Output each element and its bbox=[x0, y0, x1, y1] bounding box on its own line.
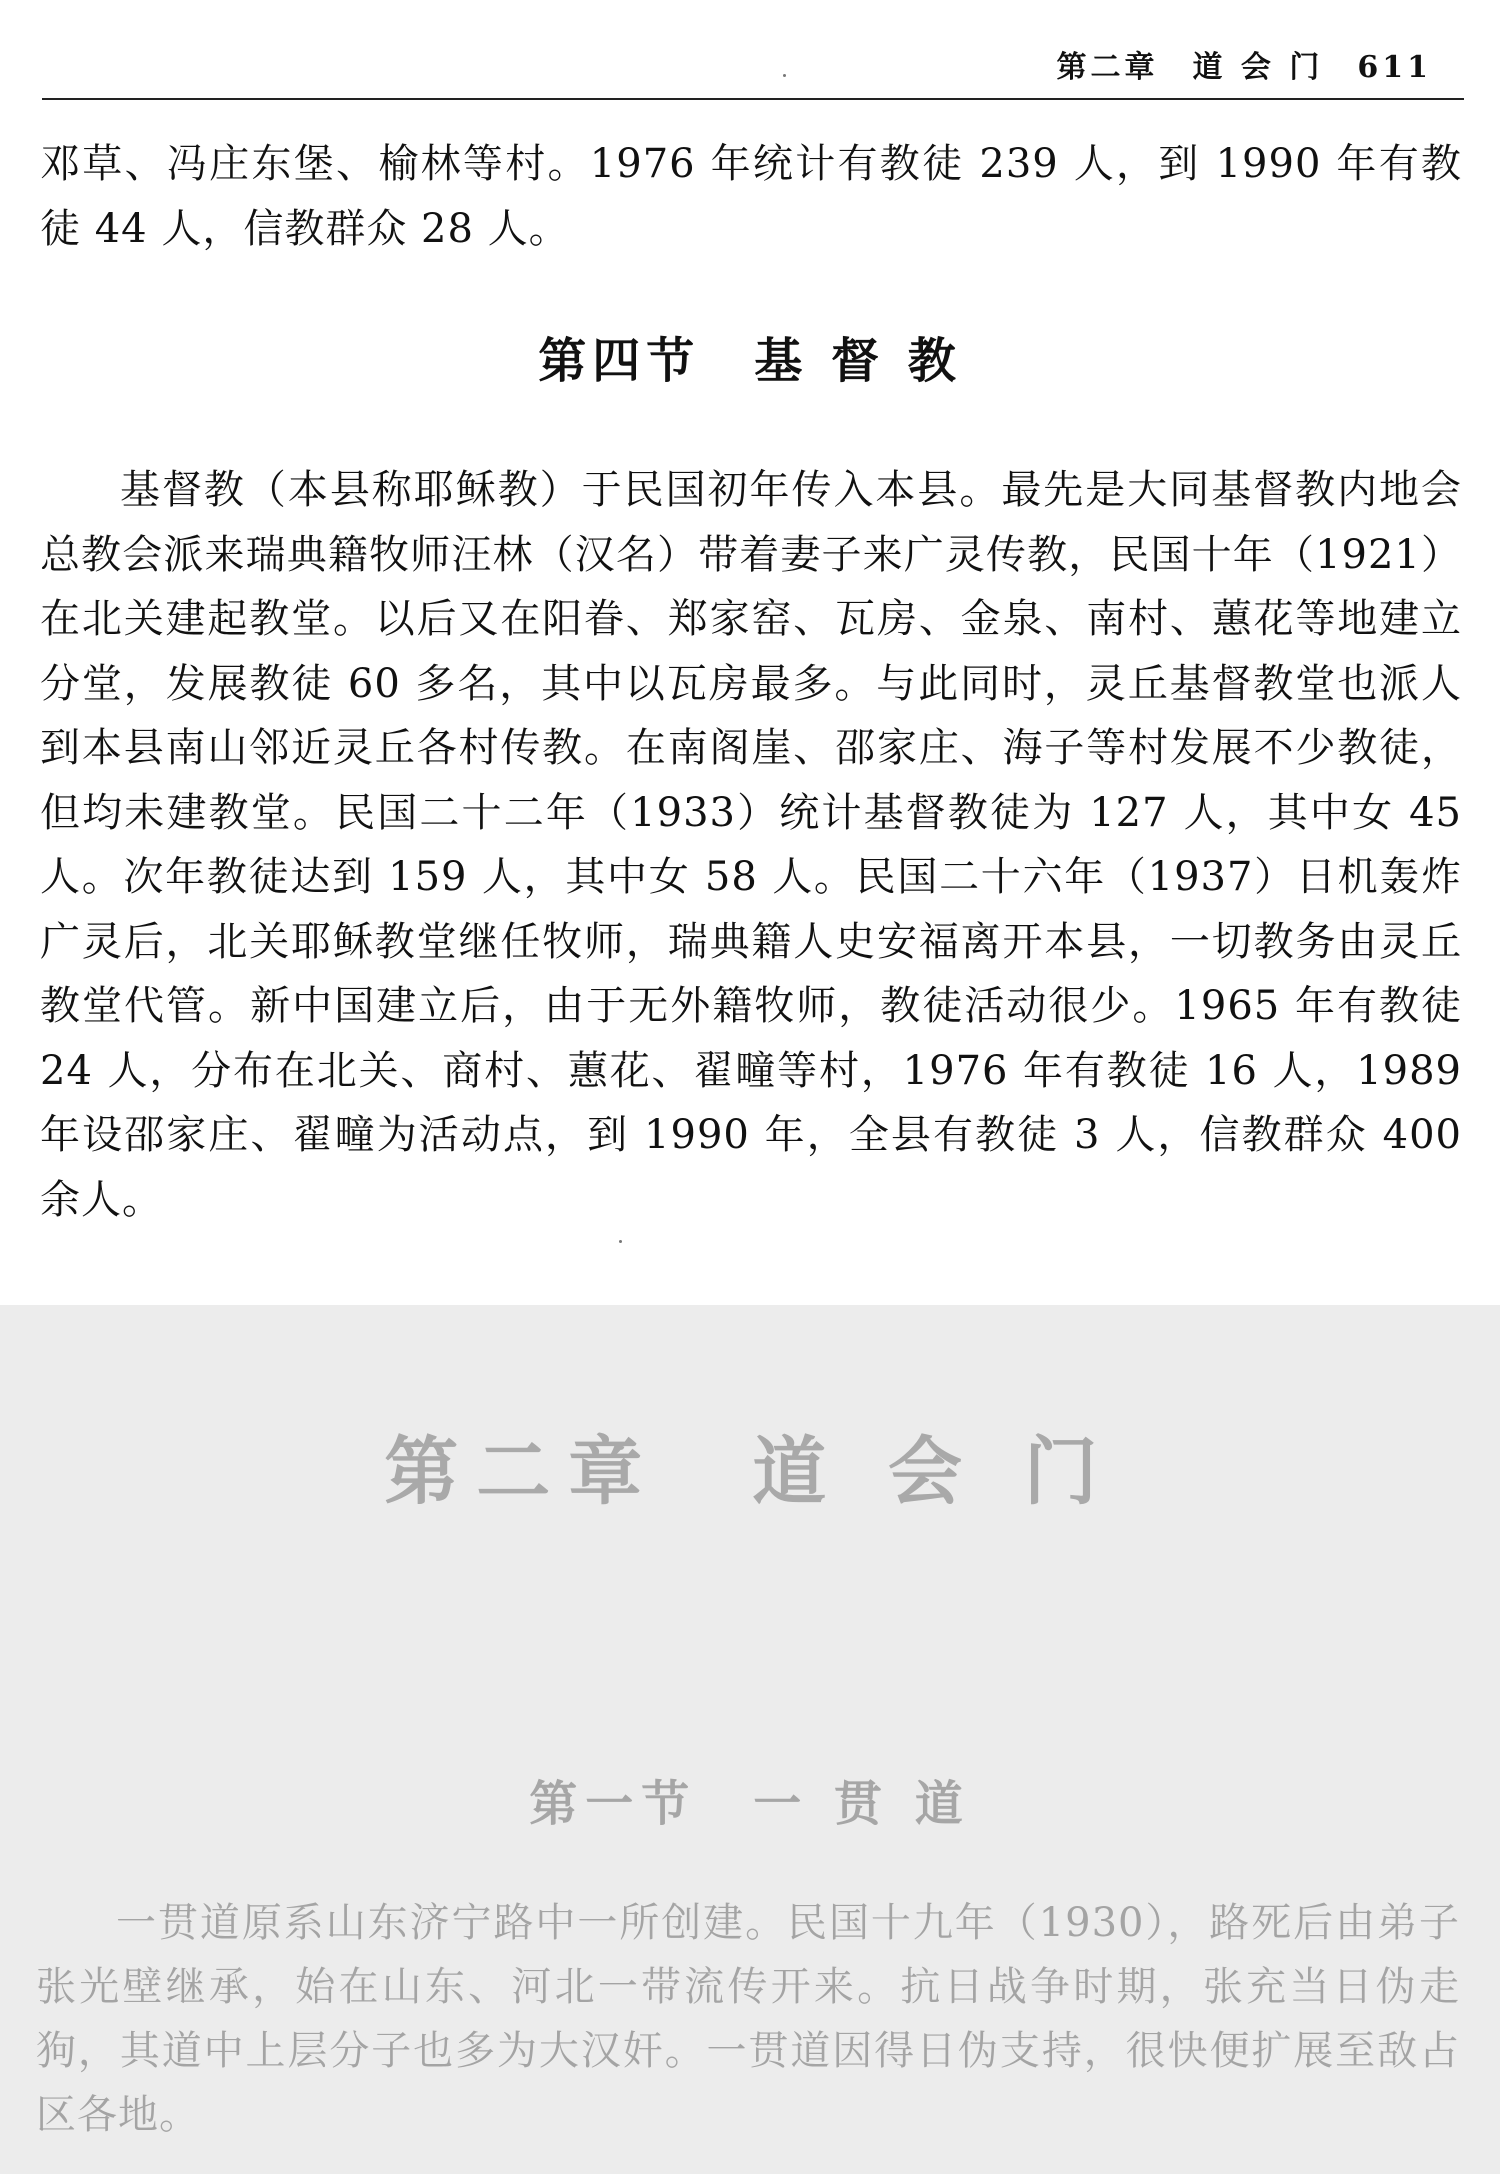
faded-next-page bbox=[0, 1305, 1500, 2174]
scan-speck bbox=[619, 1240, 622, 1243]
faded-chapter-title: 第二章 道 会 门 bbox=[384, 1429, 1116, 1515]
body-paragraph: 基督教（本县称耶稣教）于民国初年传入本县。最先是大同基督教内地会总教会派来瑞典籍牧师汪林（汉名）带着妻子来广灵传教，民国十年（1921）在北关建起教堂。以后又在阳眷、郑家窑、瓦房、金泉、南村、蕙花等地建立分堂，发展教徒 60 多名，其中以瓦房最多。与此同时，灵丘基督教堂也派人到本县南山邻近灵丘各村传教。在南阁崖、邵家庄、海子等村发展不少教徒，但均未建教堂。民国二十二年（1933）统计基督教徒为 127 人，其中女 45 人。次年教徒达到 159 人，其中女 58 人。民国二十六年（1937）日机轰炸广灵后，北关耶稣教堂继任牧师，瑞典籍人史安福离开本县，一切教务由灵丘教堂代管。新中国建立后，由于无外籍牧师，教徒活动很少。1965 年有教徒 24 人，分布在北关、商村、蕙花、翟疃等村，1976 年有教徒 16 人，1989 年设邵家庄、翟疃为活动点，到 1990 年，全县有教徒 3 人，信教群众 400 余人。 bbox=[40, 467, 1462, 1223]
header-rule bbox=[42, 98, 1464, 100]
faded-paragraph: 一贯道原系山东济宁路中一所创建。民国十九年（1930），路死后由弟子张光壁继承，始在山东、河北一带流传开来。抗日战争时期，张充当日伪走狗，其道中上层分子也多为大汉奸。一贯道因得日伪支持，很快便扩展至敌占区各地。 bbox=[36, 1900, 1460, 2138]
section-title: 第四节 基 督 教 bbox=[538, 333, 962, 389]
faded-section-title: 第一节 一 贯 道 bbox=[529, 1776, 971, 1832]
running-header: 第二章 道 会 门 611 bbox=[1056, 50, 1432, 85]
scan-speck bbox=[783, 74, 786, 77]
intro-paragraph: 邓草、冯庄东堡、榆林等村。1976 年统计有教徒 239 人，到 1990 年有教徒 44 人，信教群众 28 人。 bbox=[40, 141, 1462, 252]
